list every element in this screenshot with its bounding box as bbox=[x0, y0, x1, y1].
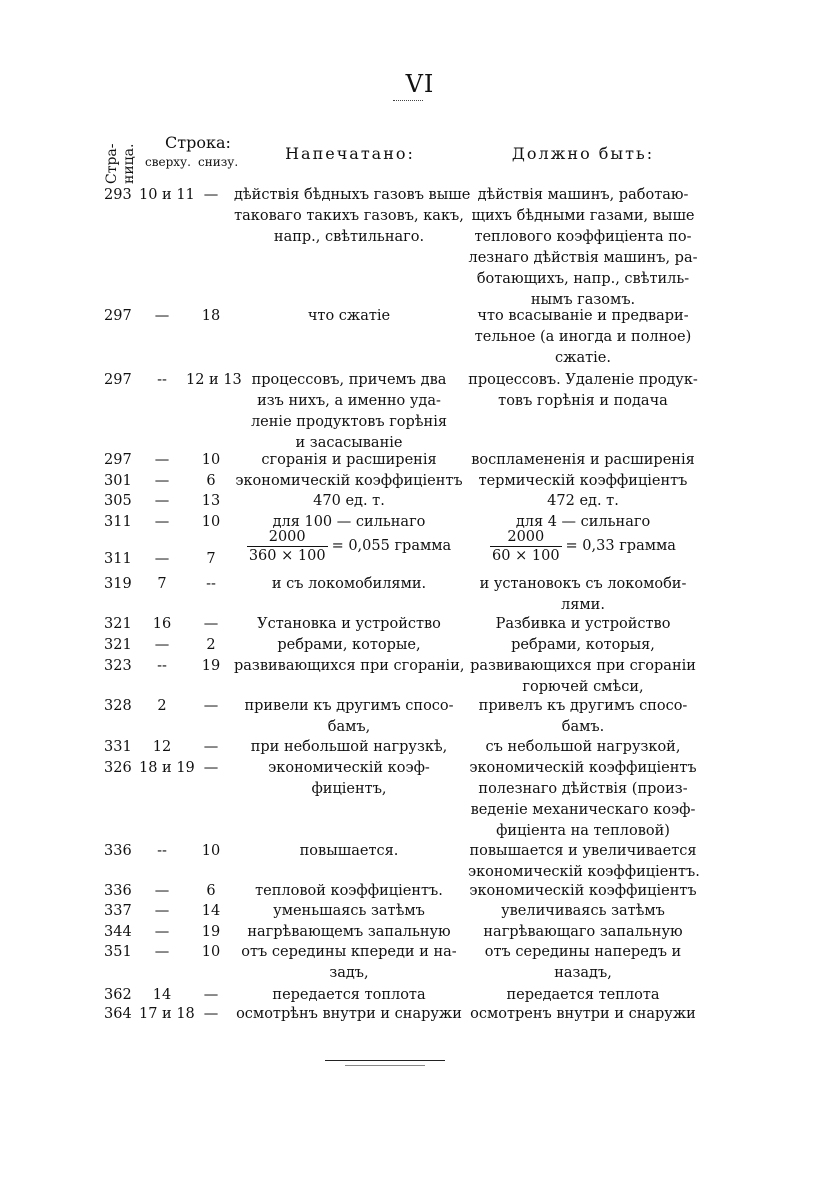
correct-line: нагрѣвающаго запальную bbox=[483, 924, 683, 940]
errata-line-from-bottom: 2 bbox=[206, 637, 216, 653]
header-line-column: Строка: bbox=[165, 133, 231, 152]
errata-line-from-bottom: — bbox=[203, 760, 219, 776]
header-page-line1: Стра- bbox=[104, 143, 120, 184]
errata-correct bbox=[468, 901, 698, 922]
errata-printed bbox=[234, 942, 464, 984]
correct-line: привелъ къ другимъ спосо- bbox=[478, 698, 688, 714]
header-printed: Напечатано: bbox=[285, 144, 415, 163]
errata-line-from-top: — bbox=[154, 637, 170, 653]
formula-result: = 0,055 грамма bbox=[331, 538, 452, 554]
errata-printed bbox=[234, 306, 464, 327]
errata-line-from-bottom: 10 bbox=[201, 944, 221, 960]
errata-line-from-top: — bbox=[154, 924, 170, 940]
errata-printed bbox=[234, 881, 464, 902]
formula-result: = 0,33 грамма bbox=[565, 538, 676, 554]
errata-page: 337 bbox=[104, 903, 132, 919]
errata-correct bbox=[468, 922, 698, 943]
page-number-underline bbox=[393, 100, 423, 102]
correct-line: щихъ бѣдными газами, выше bbox=[471, 208, 695, 224]
errata-printed bbox=[234, 370, 464, 454]
errata-correct bbox=[468, 841, 698, 883]
printed-line: привели къ другимъ спосо- bbox=[244, 698, 454, 714]
errata-line-from-top: — bbox=[154, 473, 170, 489]
errata-printed bbox=[234, 528, 464, 565]
errata-correct bbox=[468, 985, 698, 1006]
errata-page: 364 bbox=[104, 1006, 132, 1022]
printed-line: процессовъ, причемъ два bbox=[251, 372, 447, 388]
fraction bbox=[247, 528, 328, 565]
printed-line: фиціентъ, bbox=[311, 781, 387, 797]
correct-line: процессовъ. Удаленіе продук- bbox=[468, 372, 698, 388]
printed-line: изъ нихъ, а именно уда- bbox=[257, 393, 441, 409]
errata-correct bbox=[468, 528, 698, 565]
correct-line: отъ середины напередъ и bbox=[484, 944, 682, 960]
printed-line: экономическій коэффиціентъ bbox=[235, 473, 463, 489]
errata-line-from-top: — bbox=[154, 452, 170, 468]
correct-line: экономическій коэффиціентъ bbox=[469, 883, 697, 899]
errata-page: 297 bbox=[104, 372, 132, 388]
fraction-numerator: 2000 bbox=[490, 528, 562, 547]
errata-line-from-bottom: 10 bbox=[201, 843, 221, 859]
correct-line: что всасываніе и предвари- bbox=[477, 308, 689, 324]
errata-line-from-bottom: 14 bbox=[201, 903, 221, 919]
printed-line: таковаго такихъ газовъ, какъ, bbox=[234, 208, 464, 224]
printed-line: повышается. bbox=[299, 843, 399, 859]
correct-line: увеличиваясь затѣмъ bbox=[501, 903, 665, 919]
correct-line: передается теплота bbox=[506, 987, 660, 1003]
errata-correct bbox=[468, 370, 698, 412]
errata-printed bbox=[234, 185, 471, 248]
correct-line: сжатіе. bbox=[555, 350, 611, 366]
errata-correct bbox=[468, 656, 698, 698]
correct-line: фиціента на тепловой) bbox=[496, 823, 670, 839]
errata-line-from-top: 12 bbox=[152, 739, 172, 755]
printed-line: сгоранія и расширенія bbox=[261, 452, 437, 468]
errata-correct bbox=[468, 758, 698, 842]
errata-page: 321 bbox=[104, 637, 132, 653]
errata-correct bbox=[468, 942, 698, 984]
errata-page: 336 bbox=[104, 883, 132, 899]
header-from-top: сверху. bbox=[145, 155, 191, 169]
errata-printed bbox=[234, 922, 464, 943]
errata-correct bbox=[468, 450, 698, 471]
errata-page: 319 bbox=[104, 576, 132, 592]
correct-line: съ небольшой нагрузкой, bbox=[485, 739, 681, 755]
printed-line: отъ середины кпереди и на- bbox=[241, 944, 457, 960]
errata-printed bbox=[234, 758, 464, 800]
errata-line-from-top: 14 bbox=[152, 987, 172, 1003]
printed-line: задъ, bbox=[329, 965, 369, 981]
correct-line: полезнаго дѣйствія (произ- bbox=[478, 781, 688, 797]
errata-page: 326 bbox=[104, 760, 132, 776]
formula-line bbox=[234, 528, 464, 565]
correct-line: экономическій коэффиціентъ. bbox=[468, 864, 700, 880]
correct-line: экономическій коэффиціентъ bbox=[469, 760, 697, 776]
correct-line: повышается и увеличивается bbox=[469, 843, 697, 859]
errata-printed bbox=[234, 491, 464, 512]
errata-line-from-bottom: 19 bbox=[201, 658, 221, 674]
errata-page: 331 bbox=[104, 739, 132, 755]
errata-printed bbox=[234, 471, 464, 492]
errata-page: 297 bbox=[104, 308, 132, 324]
errata-line-from-bottom: 10 bbox=[201, 452, 221, 468]
printed-line: уменьшаясь затѣмъ bbox=[273, 903, 425, 919]
errata-line-from-bottom: — bbox=[203, 187, 219, 203]
errata-line-from-bottom: 19 bbox=[201, 924, 221, 940]
errata-line-from-top: — bbox=[154, 944, 170, 960]
errata-page: 297 bbox=[104, 452, 132, 468]
printed-line: бамъ, bbox=[327, 719, 371, 735]
printed-line: передается топлота bbox=[272, 987, 426, 1003]
printed-line: экономическій коэф- bbox=[268, 760, 430, 776]
printed-line: ребрами, которые, bbox=[277, 637, 421, 653]
correct-line: горючей смѣси, bbox=[522, 679, 644, 695]
correct-line: лезнаго дѣйствія машинъ, ра- bbox=[468, 250, 698, 266]
correct-line: дѣйствія машинъ, работаю- bbox=[477, 187, 689, 203]
header-from-bottom: снизу. bbox=[198, 155, 239, 169]
correct-line: Разбивка и устройство bbox=[495, 616, 671, 632]
errata-printed bbox=[234, 985, 464, 1006]
correct-line: и установокъ съ локомоби- bbox=[479, 576, 687, 592]
errata-correct bbox=[468, 635, 698, 656]
printed-line: что сжатіе bbox=[307, 308, 391, 324]
errata-line-from-top: — bbox=[154, 493, 170, 509]
fraction-denominator: 360 × 100 bbox=[248, 548, 326, 564]
errata-page: 351 bbox=[104, 944, 132, 960]
formula-line bbox=[468, 528, 698, 565]
printed-line: при небольшой нагрузкѣ, bbox=[250, 739, 448, 755]
errata-line-from-bottom: 7 bbox=[206, 551, 216, 567]
printed-line: для 100 — сильнаго bbox=[272, 514, 426, 530]
correct-line: для 4 — сильнаго bbox=[515, 514, 651, 530]
correct-line: веденіе механическаго коэф- bbox=[470, 802, 696, 818]
printed-line: напр., свѣтильнаго. bbox=[273, 229, 425, 245]
printed-line: нагрѣвающемъ запальную bbox=[247, 924, 451, 940]
errata-page: 336 bbox=[104, 843, 132, 859]
errata-page: 305 bbox=[104, 493, 132, 509]
errata-line-from-top: — bbox=[154, 903, 170, 919]
errata-printed bbox=[234, 841, 464, 862]
errata-correct bbox=[468, 1004, 698, 1025]
errata-line-from-bottom: 6 bbox=[206, 473, 216, 489]
errata-correct bbox=[468, 696, 698, 738]
printed-line: дѣйствія бѣдныхъ газовъ выше bbox=[234, 187, 471, 203]
errata-line-from-top: 17 и 18 bbox=[139, 1006, 195, 1022]
errata-printed bbox=[234, 450, 464, 471]
errata-line-from-bottom: -- bbox=[206, 576, 216, 592]
header-should-be: Должно быть: bbox=[511, 144, 655, 163]
errata-printed bbox=[234, 574, 464, 595]
header-page-column bbox=[104, 126, 150, 186]
printed-line: и засасываніе bbox=[295, 435, 403, 451]
errata-printed bbox=[234, 614, 464, 635]
errata-line-from-bottom: 13 bbox=[201, 493, 221, 509]
errata-page: 323 bbox=[104, 658, 132, 674]
correct-line: развивающихся при сгораніи bbox=[470, 658, 696, 674]
fraction-denominator: 60 × 100 bbox=[492, 548, 560, 564]
errata-line-from-top: 10 и 11 bbox=[139, 187, 195, 203]
fraction-numerator: 2000 bbox=[247, 528, 328, 547]
errata-page: 293 bbox=[104, 187, 132, 203]
printed-line: тепловой коэффиціентъ. bbox=[255, 883, 443, 899]
errata-page: 301 bbox=[104, 473, 132, 489]
errata-printed bbox=[234, 635, 464, 656]
printed-line: 470 ед. т. bbox=[313, 493, 385, 509]
errata-correct bbox=[468, 185, 698, 311]
printed-line: и съ локомобилями. bbox=[271, 576, 427, 592]
page-number: VI bbox=[405, 70, 435, 98]
errata-line-from-top: 7 bbox=[157, 576, 167, 592]
errata-printed bbox=[234, 656, 464, 677]
errata-page: 311 bbox=[104, 551, 132, 567]
correct-line: товъ горѣнія и подача bbox=[498, 393, 668, 409]
errata-line-from-top: 18 и 19 bbox=[139, 760, 195, 776]
correct-line: осмотренъ внутри и снаружи bbox=[470, 1006, 696, 1022]
errata-page: 311 bbox=[104, 514, 132, 530]
correct-line: бамъ. bbox=[561, 719, 605, 735]
end-rule bbox=[325, 1060, 445, 1061]
errata-correct bbox=[468, 737, 698, 758]
errata-printed bbox=[234, 696, 464, 738]
printed-line: осмотрѣнъ внутри и снаружи bbox=[236, 1006, 462, 1022]
correct-line: воспламененія и расширенія bbox=[471, 452, 695, 468]
errata-line-from-top: 2 bbox=[157, 698, 167, 714]
correct-line: назадъ, bbox=[554, 965, 612, 981]
errata-correct bbox=[468, 881, 698, 902]
correct-line: нымъ газомъ. bbox=[530, 292, 636, 308]
errata-page: 321 bbox=[104, 616, 132, 632]
correct-line: лями. bbox=[561, 597, 605, 613]
correct-line: ботающихъ, напр., свѣтиль- bbox=[476, 271, 690, 287]
errata-line-from-bottom: — bbox=[203, 698, 219, 714]
correct-line: 472 ед. т. bbox=[547, 493, 619, 509]
errata-line-from-bottom: 6 bbox=[206, 883, 216, 899]
errata-line-from-bottom: 10 bbox=[201, 514, 221, 530]
errata-printed bbox=[234, 1004, 464, 1025]
correct-line: теплового коэффиціента по- bbox=[474, 229, 692, 245]
fraction bbox=[490, 528, 562, 565]
errata-correct bbox=[468, 306, 698, 369]
errata-line-from-top: -- bbox=[157, 843, 167, 859]
errata-line-from-top: -- bbox=[157, 658, 167, 674]
errata-line-from-top: — bbox=[154, 883, 170, 899]
errata-line-from-bottom: 12 и 13 bbox=[186, 372, 242, 388]
correct-line: тельное (а иногда и полное) bbox=[474, 329, 692, 345]
errata-line-from-top: — bbox=[154, 308, 170, 324]
errata-printed bbox=[234, 737, 464, 758]
errata-page: 328 bbox=[104, 698, 132, 714]
errata-page: 362 bbox=[104, 987, 132, 1003]
errata-line-from-bottom: — bbox=[203, 616, 219, 632]
errata-line-from-bottom: — bbox=[203, 987, 219, 1003]
errata-correct bbox=[468, 574, 698, 616]
header-page-line2: ница. bbox=[121, 143, 137, 184]
errata-correct bbox=[468, 471, 698, 492]
errata-line-from-bottom: — bbox=[203, 739, 219, 755]
errata-correct bbox=[468, 491, 698, 512]
errata-page: 344 bbox=[104, 924, 132, 940]
errata-line-from-top: — bbox=[154, 514, 170, 530]
correct-line: термическій коэффиціентъ bbox=[478, 473, 688, 489]
errata-printed bbox=[234, 901, 464, 922]
errata-line-from-bottom: 18 bbox=[201, 308, 221, 324]
errata-correct bbox=[468, 614, 698, 635]
errata-line-from-top: 16 bbox=[152, 616, 172, 632]
printed-line: леніе продуктовъ горѣнія bbox=[250, 414, 448, 430]
printed-line: Установка и устройство bbox=[257, 616, 441, 632]
errata-line-from-top: — bbox=[154, 551, 170, 567]
printed-line: развивающихся при сгораніи, bbox=[234, 658, 465, 674]
errata-line-from-bottom: — bbox=[203, 1006, 219, 1022]
errata-line-from-top: -- bbox=[157, 372, 167, 388]
end-rule-thin bbox=[345, 1065, 425, 1066]
correct-line: ребрами, которыя, bbox=[511, 637, 655, 653]
